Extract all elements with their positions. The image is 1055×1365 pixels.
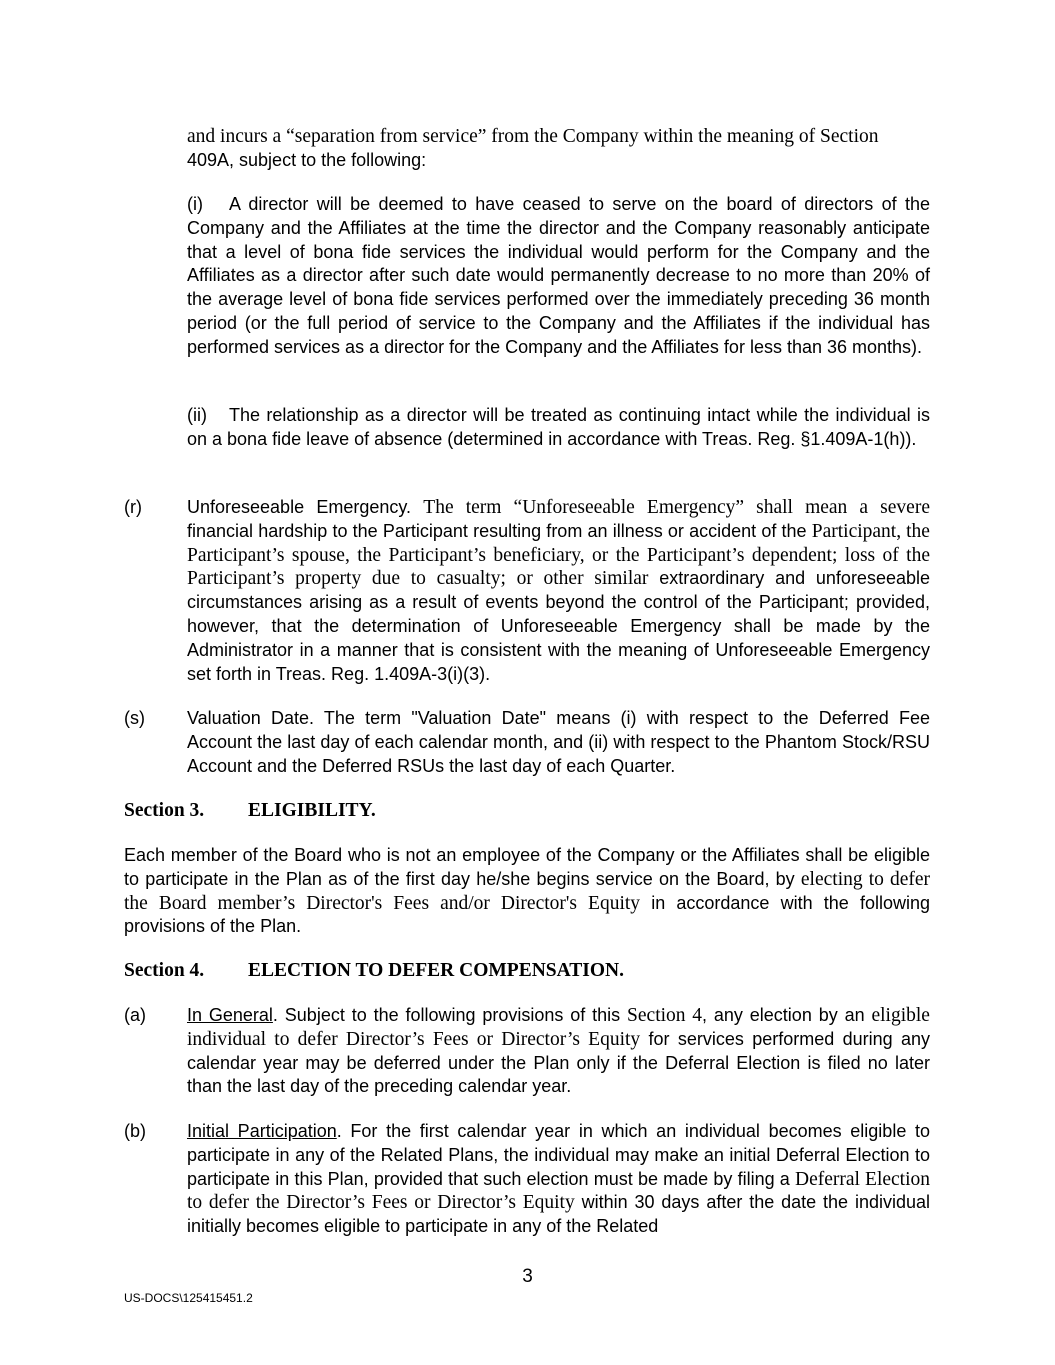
item-b-text-sans-2: within 30 days after the date the individual initially becomes eligible to participate in any of the Related [187, 1192, 930, 1237]
item-r-text-serif-2: Participant, the Participant’s spouse, the Participant’s beneficiary, or the Participant’s dependent; loss of the Participant’s property due to casualty; or other similar [187, 520, 930, 590]
section-4-heading [124, 959, 624, 983]
item-a-text-serif-1: Section 4 [627, 1005, 703, 1026]
section-3-heading [124, 799, 376, 823]
subclause-ii [187, 404, 930, 452]
item-a-text-sans-1: . Subject to the following provisions of this [272, 1005, 621, 1025]
intro-text-sans: 409A, subject to the following: [187, 149, 427, 170]
section-3-text-sans-1: Each member of the Board who is not an employee of the Company or the Affiliates shall be eligible to participate in the Plan as of the first day he/she begins service on the Board, by [124, 845, 930, 889]
item-a-heading: In General [187, 1005, 273, 1025]
item-a-marker: (a) [124, 1005, 146, 1025]
subclause-ii-text: The relationship as a director will be treated as continuing intact while the individual is on a bona fide leave of absence (determined in accordance with Treas. Reg. §1.409A-1(h)). [187, 405, 930, 449]
intro-text-serif: and incurs a “separation from service” from the Company within the meaning of Section [187, 126, 879, 147]
item-b-heading: Initial Participation [187, 1121, 337, 1141]
page-number: 3 [522, 1266, 533, 1287]
section-3-paragraph [124, 844, 930, 939]
item-b-text-sans-1: . For the first calendar year in which an individual becomes eligible to participate in any of the Related Plans, the individual may make an initial Deferral Election to participate in this Plan, provided that such election must be made by filing a [187, 1121, 931, 1189]
section-3-title: ELIGIBILITY. [248, 800, 376, 821]
item-r-paragraph [187, 496, 930, 686]
item-r-text-serif-1: The term “Unforeseeable Emergency” shall mean a severe [423, 497, 930, 518]
document-id: US-DOCS\125415451.2 [124, 1291, 253, 1305]
subclause-ii-marker: (ii) [187, 405, 207, 425]
item-r-marker: (r) [124, 497, 142, 517]
item-s-marker: (s) [124, 708, 145, 728]
subclause-i-marker: (i) [187, 194, 203, 214]
item-a-text-sans-3: for services performed during any calendar year may be deferred under the Plan only if the Deferral Election is filed no later than the last day of the preceding calendar year. [187, 1028, 930, 1097]
subclause-i [187, 193, 930, 360]
section-3-text-sans-2: in accordance with the following provisions of the Plan. [124, 892, 930, 937]
item-b-text-serif: Deferral Election to defer the Director’s Fees or Director’s Equity [187, 1168, 931, 1214]
section-3-text-serif: electing to defer the Board member’s Director's Fees and/or Director's Equity [124, 868, 931, 914]
item-r-term: Unforeseeable Emergency. [187, 497, 412, 517]
item-b-marker: (b) [124, 1121, 146, 1141]
item-b-paragraph [187, 1120, 930, 1239]
section-4-number: Section 4. [124, 960, 205, 981]
item-r-text-sans-2: extraordinary and unforeseeable circumstances arising as a result of events beyond the control of the Participant; provided, however, that the determination of Unforeseeable Emergency shall be made by the Administrator in a manner that is consistent with the meaning of Unforeseeable Emergency set forth in Treas. Reg. 1.409A-3(i)(3). [187, 568, 930, 684]
item-s-paragraph [187, 707, 930, 778]
section-4-title: ELECTION TO DEFER COMPENSATION. [248, 960, 624, 981]
intro-paragraph [187, 125, 930, 173]
item-a-paragraph [187, 1004, 930, 1099]
item-a-text-sans-2: , any election by an [702, 1005, 865, 1025]
item-s-text: Valuation Date. The term "Valuation Date" means (i) with respect to the Deferred Fee Account the last day of each calendar month, and (ii) with respect to the Phantom Stock/RSU Account and the Deferred RSUs the last day of each Quarter. [187, 708, 930, 776]
section-3-number: Section 3. [124, 800, 205, 821]
item-a-text-serif-2: eligible individual to defer Director’s Fees or Director’s Equity [187, 1005, 930, 1050]
item-r-text-sans-1: financial hardship to the Participant resulting from an illness or accident of the [187, 520, 807, 541]
subclause-i-text: A director will be deemed to have ceased to serve on the board of directors of the Company and the Affiliates at the time the director and the Company reasonably anticipate that a level of bona fide services the individual would perform for the Company and the Affiliates as a director after such date would permanently decrease to no more than 20% of the average level of bona fide services performed over the immediately preceding 36 month period (or the full period of service to the Company and the Affiliates if the individual has performed services as a director for the Company and the Affiliates for less than 36 months). [187, 194, 930, 357]
